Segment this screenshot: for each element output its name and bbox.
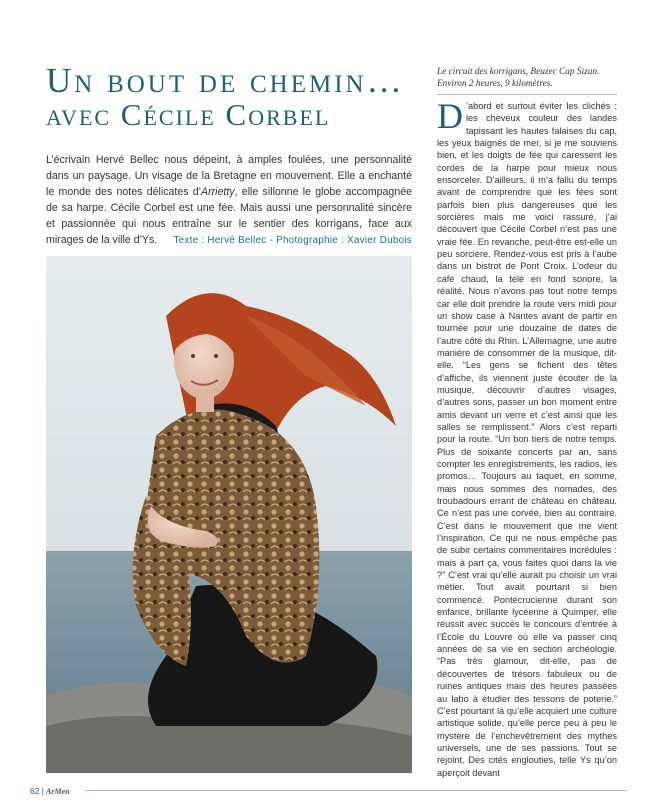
article-body — [437, 96, 617, 778]
intro-text-start: L’écrivain Hervé Bellec nous dépeint, à amples foulées, une personnalité dans un paysage. Un visage de la Bretagne en mouvement. Elle a enchanté le monde des notes délicates d’ — [46, 154, 412, 198]
photo-caption: Le circuit des korrigans, Beuzec Cap Sizun. Environ 2 heures, 9 kilomètres. — [437, 67, 600, 89]
title-line-2: avec Cécile Corbel — [46, 97, 331, 132]
title-line-1: Un bout de chemin… — [46, 61, 405, 100]
page-number: 62 — [30, 786, 40, 796]
intro-text-end: , elle sillonne le globe accompagnée de sa harpe. Cécile Corbel est une fée. Mais aussi une personnalité sincère et passionnée qui nous entraîne sur le sentier des korrigans, face aux mirages de la ville d’Ys. — [46, 186, 413, 246]
page-footer — [30, 786, 70, 796]
magazine-logo: ArMen — [46, 787, 70, 796]
intro-paragraph — [46, 152, 412, 248]
caption-divider — [437, 94, 617, 95]
drop-cap: D — [437, 96, 463, 136]
article-text: ’abord et surtout éviter les clichés : les cheveux couleur des landes tapissant les hautes falaises du cap, les yeux baignés de mer, si je me souviens bien, et les doigts de fée qui caressent les cordes de la harpe pour mieux nous ensorceler. D’ailleurs, il m’a fallu du temps avant de comprendre que les fées sont parfois bien plus dangereuses que les sorcières mais me voici rassuré, j’ai découvert que Cécile Corbel n’est pas une vraie fée. En revanche, peut-être est-elle un peu sorcière. Rendez-vous est pris à l’aube dans un bistrot de Pont Croix. L’odeur du café chaud, la télé en fond sonore, la réalité. Nous n’avons pas tout notre temps car elle doit prendre la route vers midi pour un show case à Nantes avant de partir en tournée pour une douzaine de dates de l’autre côté du Rhin. L’Allemagne, une autre manière de consommer de la musique, dit-elle. “Les gens se fichent des têtes d’affiche, ils viennent juste écouter de la musique, découvrir d’autres visages, d’autres sons, passer un bon moment entre amis devant un verre et c’est ainsi que les salles se remplissent.” Alors c’est reparti pour la route. “Un bon tiers de notre temps. Plus de soixante concerts par an, sans compter les enregistrements, les radios, les promos… Toujours au taquet, en somme, mais nous sommes des nomades, des troubadours errant de château en château. Ce n’est pas une corvée, bien au contraire. C’est dans le mouvement que me vient l’inspiration. Ce qui ne nous empêche pas de subir certains commentaires incrédules : mais à part ça, vous faites quoi dans la vie ?” C’est vrai qu’elle aurait pu choisir un vrai métier. Tout avait pourtant si bien commencé. Pontécrucienne durant son enfance, brillante lycéenne à Quimper, elle réussit avec succès le concours d’entrée à l’École du Louvre où elle va passer cinq années de sa vie en section archéologie. “Pas très glamour, dit-elle, pas de découvertes de trésors fabuleux ou de ruines antiques mais des heures passées au labo à étudier des tessons de poterie.” C’est pourtant là qu’elle acquiert une culture artistique solide, qu’elle perce peu à peu le mystère de l’enchevêtrement des mythes universels, une de ses passions. Tout se rejoint. Des cités englouties, telle Ys qu’on aperçoit devant — [437, 101, 617, 778]
photo-credits: Texte : Hervé Bellec - Photographie : Xavier Dubois — [173, 235, 412, 246]
footer-separator: | — [41, 787, 44, 796]
intro-film-title: Arrietty — [201, 186, 235, 198]
footer-rule — [86, 790, 626, 791]
portrait-photo — [46, 256, 412, 773]
